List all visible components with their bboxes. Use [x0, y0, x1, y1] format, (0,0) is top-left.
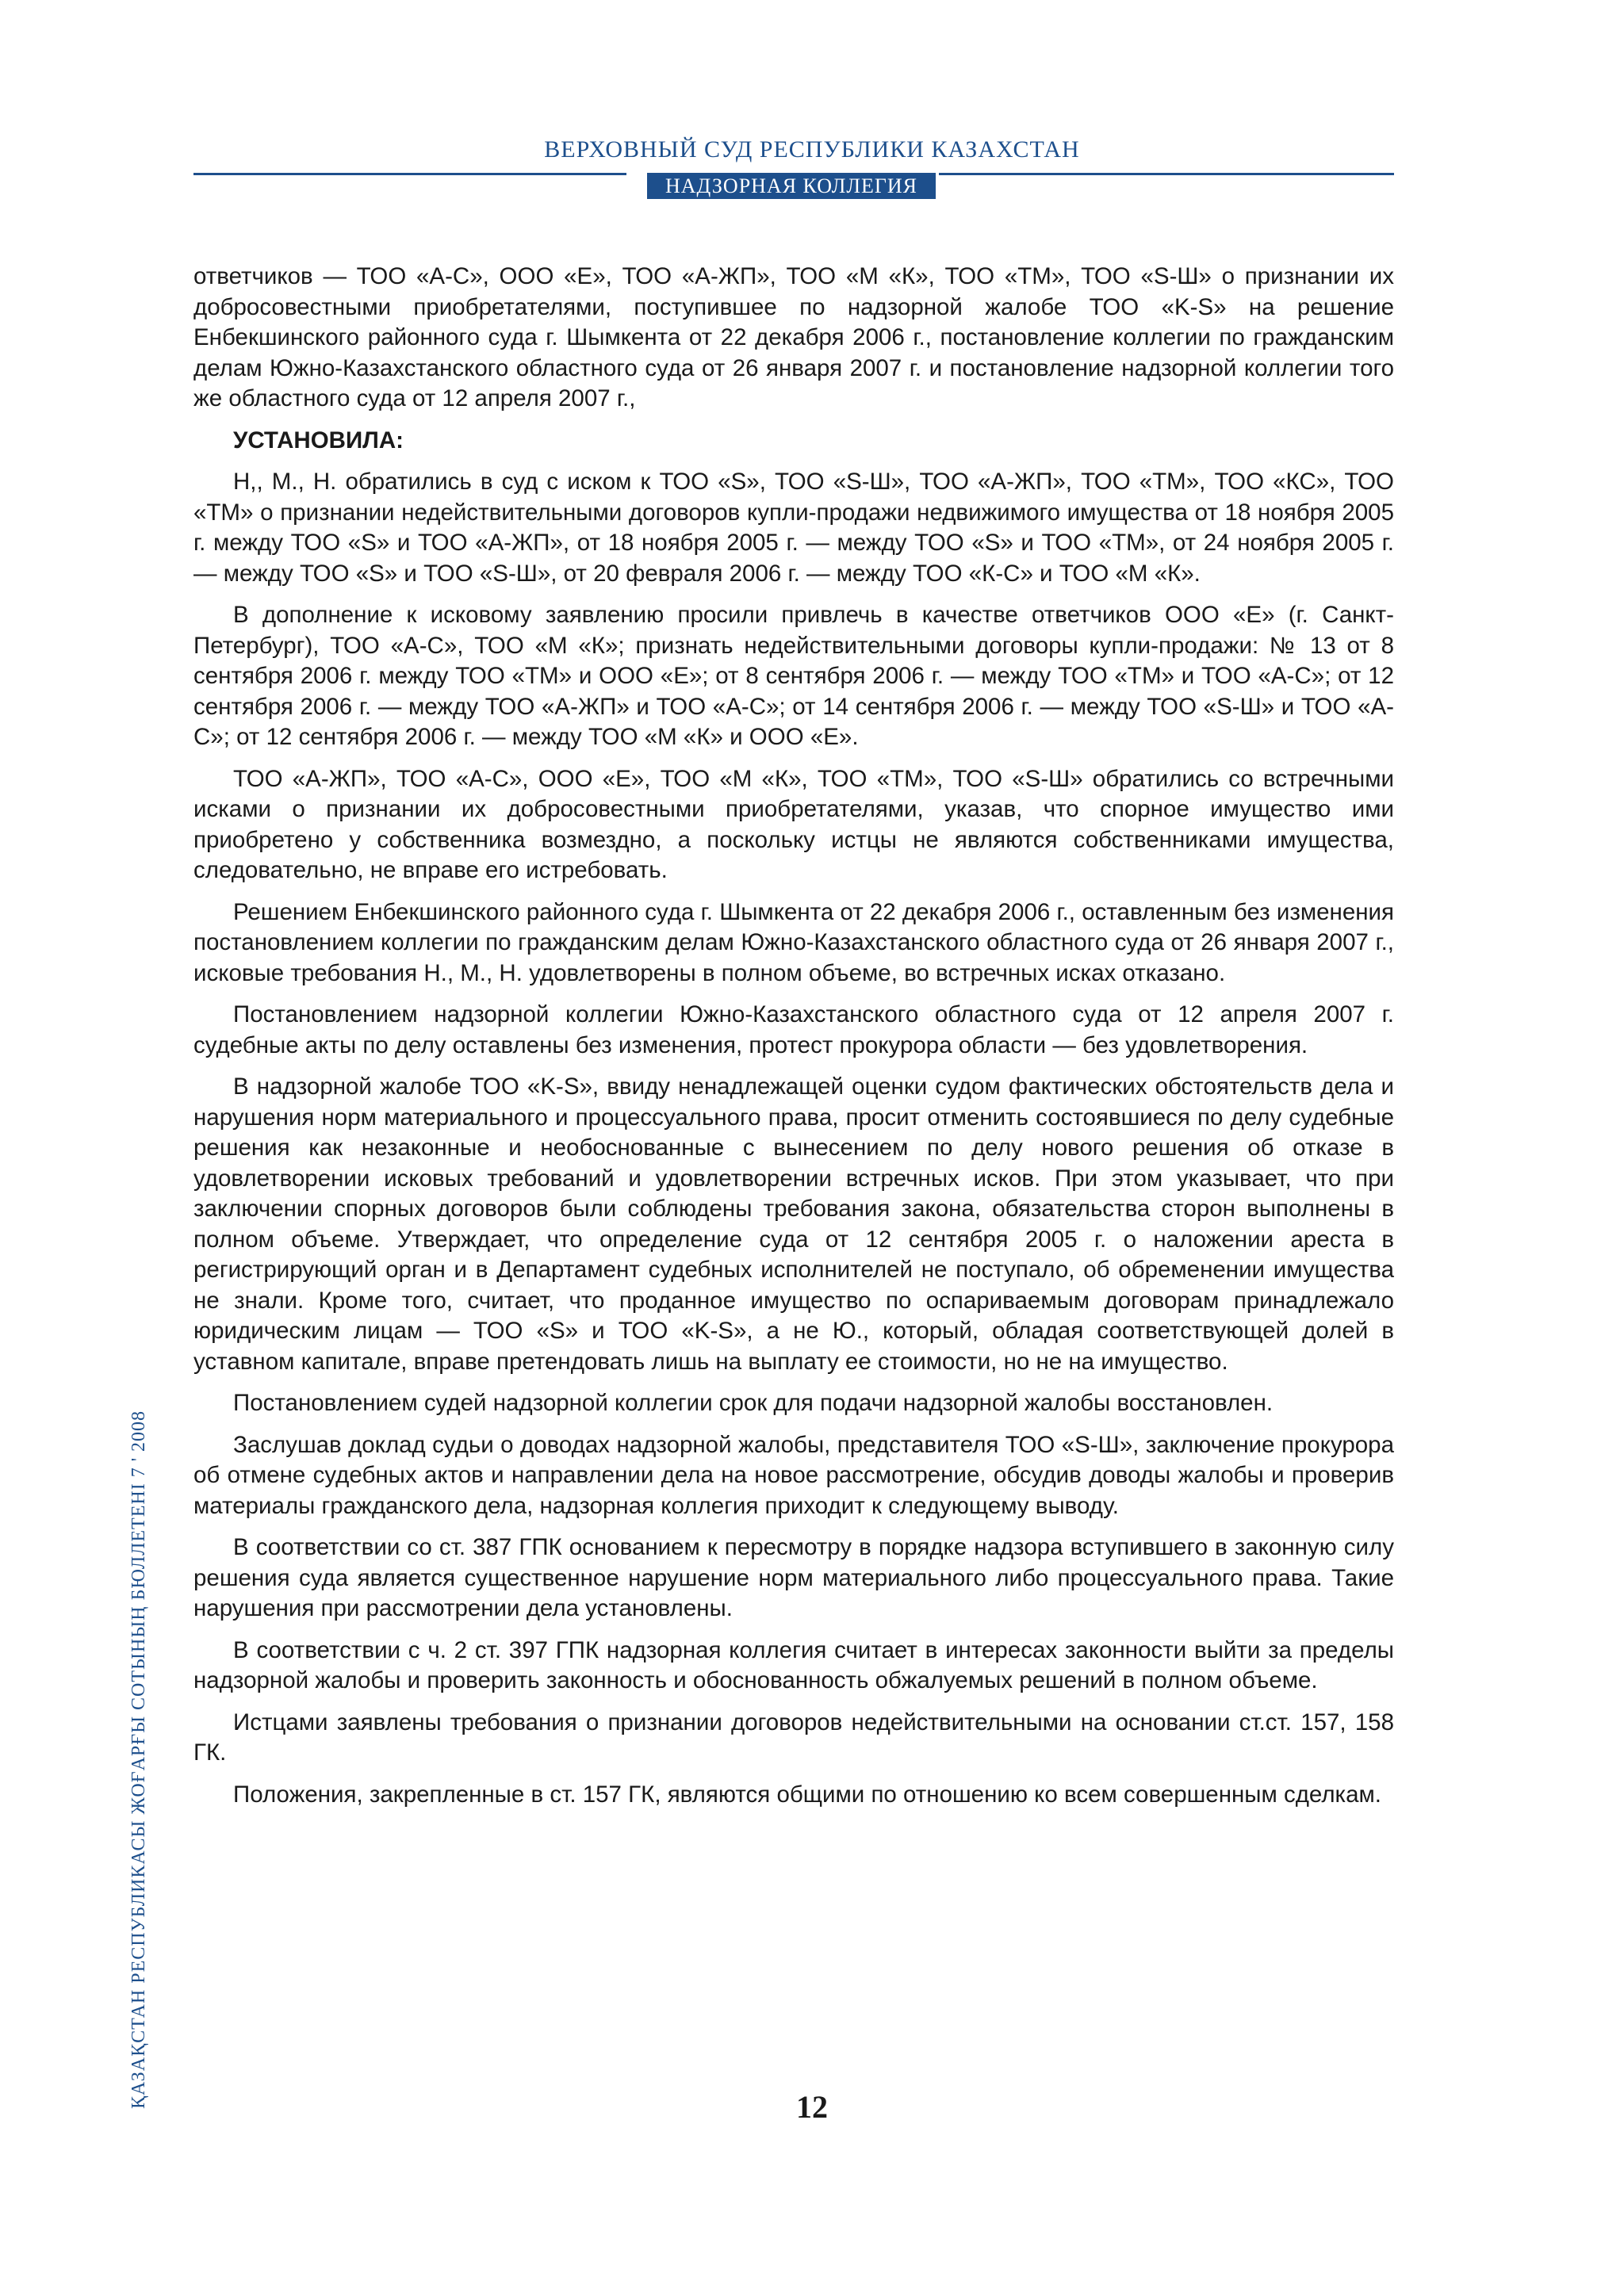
- paragraph: Положения, закрепленные в ст. 157 ГК, являются общими по отношению ко всем совершенным сделкам.: [233, 1781, 1381, 1808]
- paragraph: Н,, М., Н. обратились в суд с иском к ТОО «S», ТОО «S-Ш», ТОО «А-ЖП», ТОО «ТМ», ТОО «КС», ТОО «ТМ» о признании недействительными договоров купли-продажи недвижимого имущества от 18 ноября 2005 г. между ТОО «S» и ТОО «А-ЖП», от 18 ноября 2005 г. — между ТОО «S» и ТОО «ТМ», от 24 ноября 2005 г. — между ТОО «S» и ТОО «S-Ш», от 20 февраля 2006 г. — между ТОО «К-С» и ТОО «М «К».: [193, 469, 1394, 587]
- paragraph: Постановлением судей надзорной коллегии срок для подачи надзорной жалобы восстановлен.: [233, 1390, 1274, 1416]
- header-rule-left: [193, 173, 626, 175]
- paragraph-continuation: ответчиков — ТОО «А-С», ООО «Е», ТОО «А-ЖП», ТОО «М «К», ТОО «ТМ», ТОО «S-Ш» о признании их добросовестными приобретателями, поступившее по надзорной жалобе ТОО «K-S» на решение Енбекшинского районного суда г. Шымкента от 22 декабря 2006 г., постановление коллегии по гражданским делам Южно-Казахстанского областного суда от 26 января 2007 г. и постановление надзорной коллегии того же областного суда от 12 апреля 2007 г.,: [193, 263, 1394, 411]
- side-caption: ҚАЗАҚСТАН РЕСПУБЛИКАСЫ ЖОҒАРҒЫ СОТЫНЫҢ БЮЛЛЕТЕНІ 7 ' 2008: [128, 1410, 149, 2109]
- paragraph: В дополнение к исковому заявлению просили привлечь в качестве ответчиков ООО «Е» (г. Санкт-Петербург), ТОО «А-С», ТОО «М «К»; признать недействительными договоры купли-продажи: № 13 от 8 сентября 2006 г. между ТОО «ТМ» и ООО «Е»; от 8 сентября 2006 г. — между ТОО «ТМ» и ТОО «А-С»; от 12 сентября 2006 г. — между ТОО «А-ЖП» и ТОО «А-С»; от 14 сентября 2006 г. — между ТОО «S-Ш» и ТОО «А-С»; от 12 сентября 2006 г. — между ТОО «М «К» и ООО «Е».: [193, 602, 1394, 750]
- paragraph: В надзорной жалобе ТОО «K-S», ввиду ненадлежащей оценки судом фактических обстоятельств дела и нарушения норм материального и процессуального права, просит отменить состоявшиеся по делу судебные решения как незаконные и необоснованные с вынесением по делу нового решения об отказе в удовлетворении исковых требований и удовлетворении встречных исков. При этом указывает, что при заключении спорных договоров были соблюдены требования закона, обязательства сторон выполнены в полном объеме. Утверждает, что определение суда от 12 сентября 2005 г. о наложении ареста в регистрирующий орган и в Департамент судебных исполнителей не поступало, об обременении имущества не знали. Кроме того, считает, что проданное имущество по оспариваемым договорам принадлежало юридическим лицам — ТОО «S» и ТОО «K-S», а не Ю., который, обладая соответствующей долей в уставном капитале, вправе претендовать лишь на выплату ее стоимости, но не на имущество.: [193, 1073, 1394, 1375]
- paragraph: В соответствии со ст. 387 ГПК основанием к пересмотру в порядке надзора вступившего в законную силу решения суда является существенное нарушение норм материального либо процессуального права. Такие нарушения при рассмотрении дела установлены.: [193, 1534, 1394, 1621]
- header-rule-right: [939, 173, 1394, 175]
- section-heading: УСТАНОВИЛА:: [233, 427, 404, 453]
- journal-header-title: ВЕРХОВНЫЙ СУД РЕСПУБЛИКИ КАЗАХСТАН: [544, 136, 1080, 163]
- paragraph: Постановлением надзорной коллегии Южно-Казахстанского областного суда от 12 апреля 2007 г. судебные акты по делу оставлены без изменения, протест прокурора области — без удовлетворения.: [193, 1001, 1394, 1058]
- paragraph: Заслушав доклад судьи о доводах надзорной жалобы, представителя ТОО «S-Ш», заключение прокурора об отмене судебных актов и направлении дела на новое рассмотрение, обсудив доводы жалобы и проверив материалы гражданского дела, надзорная коллегия приходит к следующему выводу.: [193, 1431, 1394, 1519]
- page-number: 12: [796, 2089, 828, 2125]
- paragraph: Истцами заявлены требования о признании договоров недействительными на основании ст.ст. 157, 158 ГК.: [193, 1709, 1394, 1766]
- document-body: [193, 262, 1394, 1821]
- paragraph: Решением Енбекшинского районного суда г. Шымкента от 22 декабря 2006 г., оставленным без изменения постановлением коллегии по гражданским делам Южно-Казахстанского областного суда от 26 января 2007 г., исковые требования Н., М., Н. удовлетворены в полном объеме, во встречных исках отказано.: [193, 898, 1394, 986]
- paragraph: В соответствии с ч. 2 ст. 397 ГПК надзорная коллегия считает в интересах законности выйти за пределы надзорной жалобы и проверить законность и обоснованность обжалуемых решений в полном объеме.: [193, 1636, 1394, 1693]
- section-badge: НАДЗОРНАЯ КОЛЛЕГИЯ: [647, 173, 936, 199]
- paragraph: ТОО «А-ЖП», ТОО «А-С», ООО «Е», ТОО «М «К», ТОО «ТМ», ТОО «S-Ш» обратились со встречными исками о признании их добросовестными приобретателями, указав, что спорное имущество ими приобретено у собственника возмездно, а поскольку истцы не являются собственниками имущества, следовательно, не вправе его истребовать.: [193, 765, 1394, 883]
